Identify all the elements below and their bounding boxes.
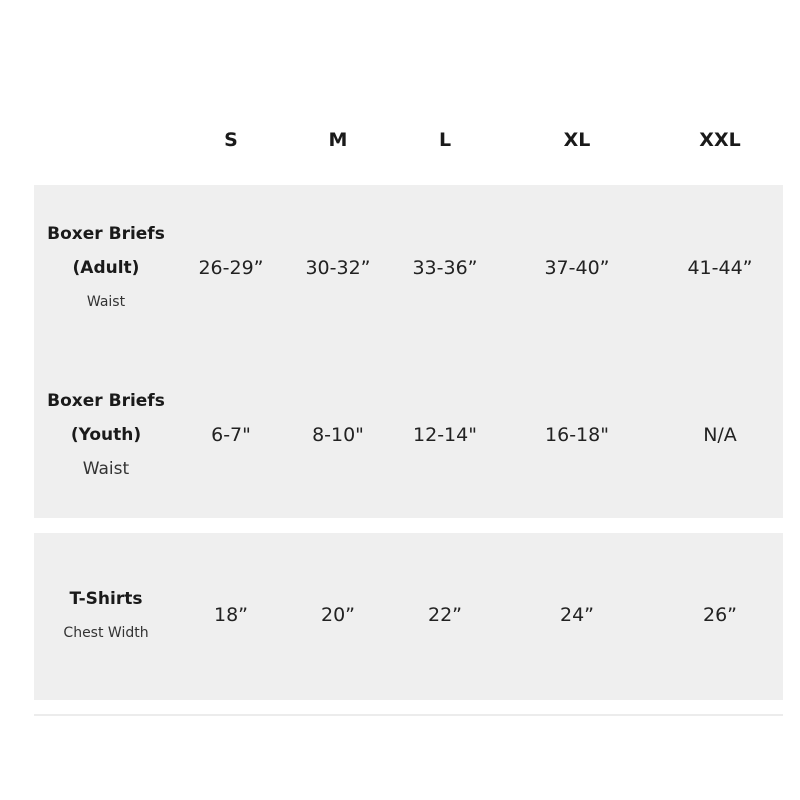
size-value-cell: 18” (213, 604, 249, 626)
row-label-line: (Adult) (72, 258, 140, 278)
size-value-cell: 24” (559, 604, 595, 626)
row-label (47, 384, 165, 486)
size-value-cell: 37-40” (544, 257, 610, 279)
size-value-cell: 8-10" (312, 424, 364, 446)
size-header-xl: XL (563, 129, 591, 151)
size-header-m: M (328, 129, 348, 151)
size-value-cell: 22” (427, 604, 463, 626)
size-value-cell: 16-18" (545, 424, 609, 446)
size-value-cell: 33-36” (412, 257, 478, 279)
size-header-row (0, 118, 800, 162)
row-sub-label: Waist (86, 294, 126, 310)
size-value-cell: 26-29” (198, 257, 264, 279)
size-header-s: S (224, 129, 238, 151)
row-sub-label: Chest Width (63, 625, 149, 641)
size-value-cell: 20” (320, 604, 356, 626)
size-value-cell: N/A (703, 424, 737, 446)
size-value-cell: 6-7" (211, 424, 251, 446)
row-label (63, 582, 148, 650)
row-label-line: Boxer Briefs (47, 391, 165, 411)
row-label-line: (Youth) (70, 425, 142, 445)
size-value-cell: 12-14" (413, 424, 477, 446)
bottom-divider (34, 714, 783, 716)
size-header-xxl: XXL (699, 129, 741, 151)
size-value-cell: 30-32” (305, 257, 371, 279)
row-sub-label: Waist (82, 459, 130, 479)
size-value-cell: 26” (702, 604, 738, 626)
row-label-line: T-Shirts (69, 589, 143, 609)
size-header-l: L (438, 129, 452, 151)
size-value-cell: 41-44” (687, 257, 753, 279)
row-label-line: Boxer Briefs (47, 224, 165, 244)
row-label (47, 217, 165, 319)
